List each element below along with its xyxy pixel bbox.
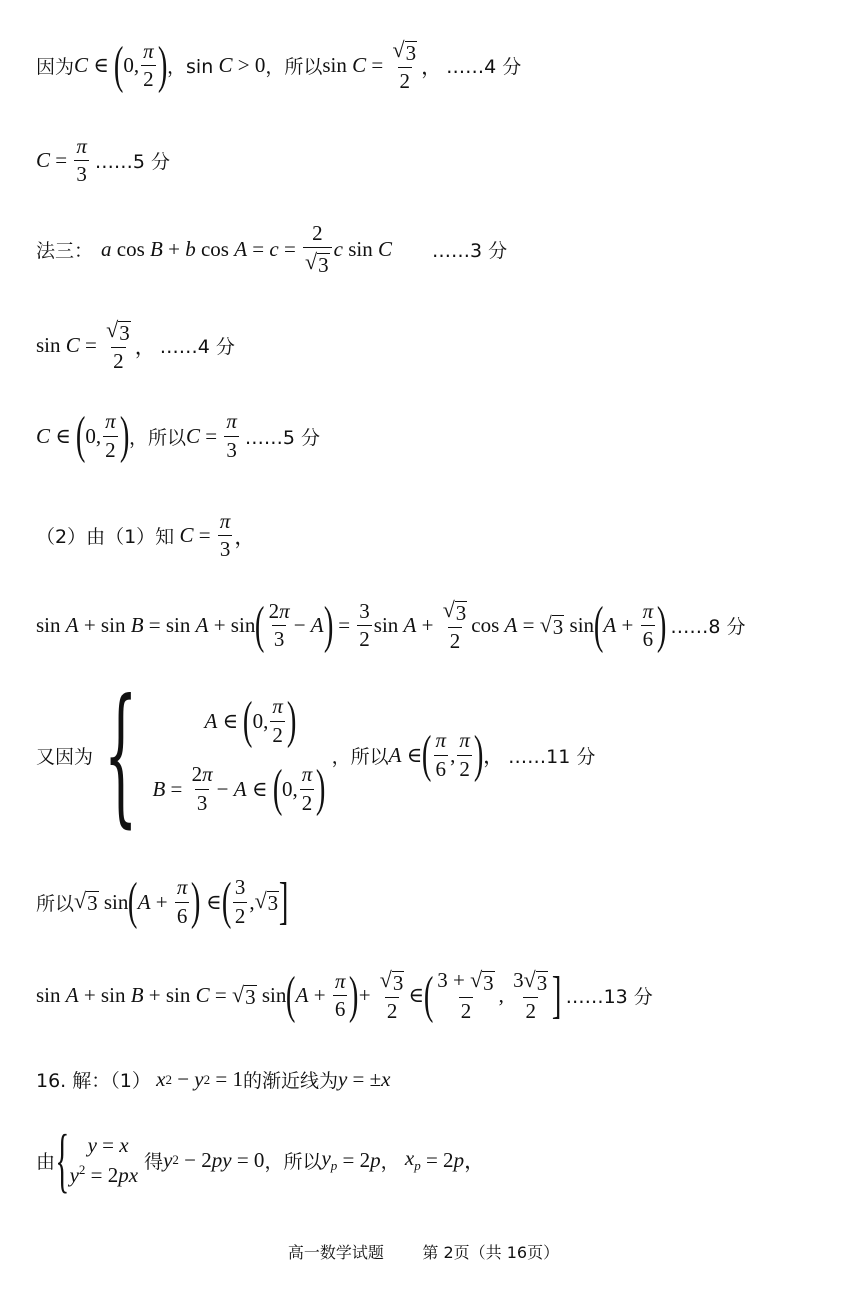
text: 由 [36, 1150, 56, 1173]
score-label: ……11 分 [508, 745, 596, 768]
line-10: sin A + sin B + sin C = √ 3 sin ( A + $\frac{\pi}{6}$ ) + √ 3 2 ∈ ( 3 + √ 3 2 , 3 √ 3 2 ] ……13 分 [36, 966, 653, 1024]
footer-subject: 高一数学试题 [287, 1243, 384, 1262]
line-2: C = $\frac{\pi}{3}$ ……5 分 [36, 134, 171, 187]
text: ，所以 [331, 745, 389, 768]
line-12: 由 { y = x $y^2 = 2px$ 得 y 2 − 2 py = 0 ，所以 $y_p$ = 2 p ， $x_p$ = 2 p ， [36, 1120, 486, 1200]
score-label: ……4 分 [159, 336, 235, 359]
text: 又因为 [36, 745, 94, 768]
line-5: C ∈ ( 0, $\frac{\pi}{2}$ ) ，所以 C = $\frac{\pi}{3}$ ……5 分 [36, 407, 321, 464]
text: 的渐近线为 [242, 1070, 338, 1092]
line-9: 所以 √ 3 sin ( A + $\frac{\pi}{6}$ ) ∈ ( $\frac{3}{2}$ , √ 3 ] [36, 873, 289, 930]
page-footer [0, 1240, 847, 1263]
score-label: ……5 分 [244, 426, 321, 449]
text: ，所以 [129, 426, 187, 449]
line-7: sin A + sin B = sin A + sin ( $\frac{2\pi}{3}$ − A ) = $\frac{3}{2}$ sin A + √ 3 2 cos A = √ 3 sin ( A + $\frac{\pi}{6}$ ) ……8 分 [36, 596, 746, 654]
text: 得 [144, 1150, 164, 1173]
line-8: 又因为 { A ∈ ( 0, $\frac{\pi}{2}$ ) B = $\frac{2\pi}{3}$ − A ∈ ( 0, $\frac{\pi}{2}$ ) ，所以 A ∈ ( $\frac{\pi}{6}$ , $\frac{\pi}{2}$ ) ， ……11 分 [36, 668, 596, 842]
score-label: ……5 分 [94, 151, 171, 174]
line-4: sin C = √ 3 2 ， ……4 分 [36, 317, 235, 374]
footer-page-number: 第 2页（共 16页） [422, 1243, 560, 1262]
line-6: （2）由（1）知 C = $\frac{\pi}{3}$ ， [36, 509, 256, 562]
text: 法三： [36, 240, 94, 263]
line-3: 法三： a cos B + b cos A = c = 2 √ 3 c sin C ……3 分 [36, 221, 508, 278]
text: ，sin [167, 56, 214, 79]
score-label: ……13 分 [565, 986, 653, 1009]
text: ， [380, 1150, 400, 1173]
score-label: ……3 分 [431, 240, 508, 263]
score-label: ……8 分 [670, 616, 746, 639]
text: （2）由（1）知 [36, 526, 175, 549]
line-1: 因为 C ∈ ( 0, $\frac{\pi}{2}$ ) ，sin C > 0 ，所以 sin C = √ 3 2 ， ……4 分 [36, 36, 522, 94]
score-label: ……4 分 [446, 56, 522, 79]
text: 因为 [36, 56, 75, 79]
line-11: 16. 解：（1） x 2 − y 2 = 1 的渐近线为 y = ± x [36, 1067, 391, 1092]
text: 所以 [36, 892, 75, 915]
text: ，所以 [264, 1150, 322, 1173]
text: ，所以 [265, 56, 323, 79]
text: 16. 解：（1） [36, 1070, 151, 1092]
